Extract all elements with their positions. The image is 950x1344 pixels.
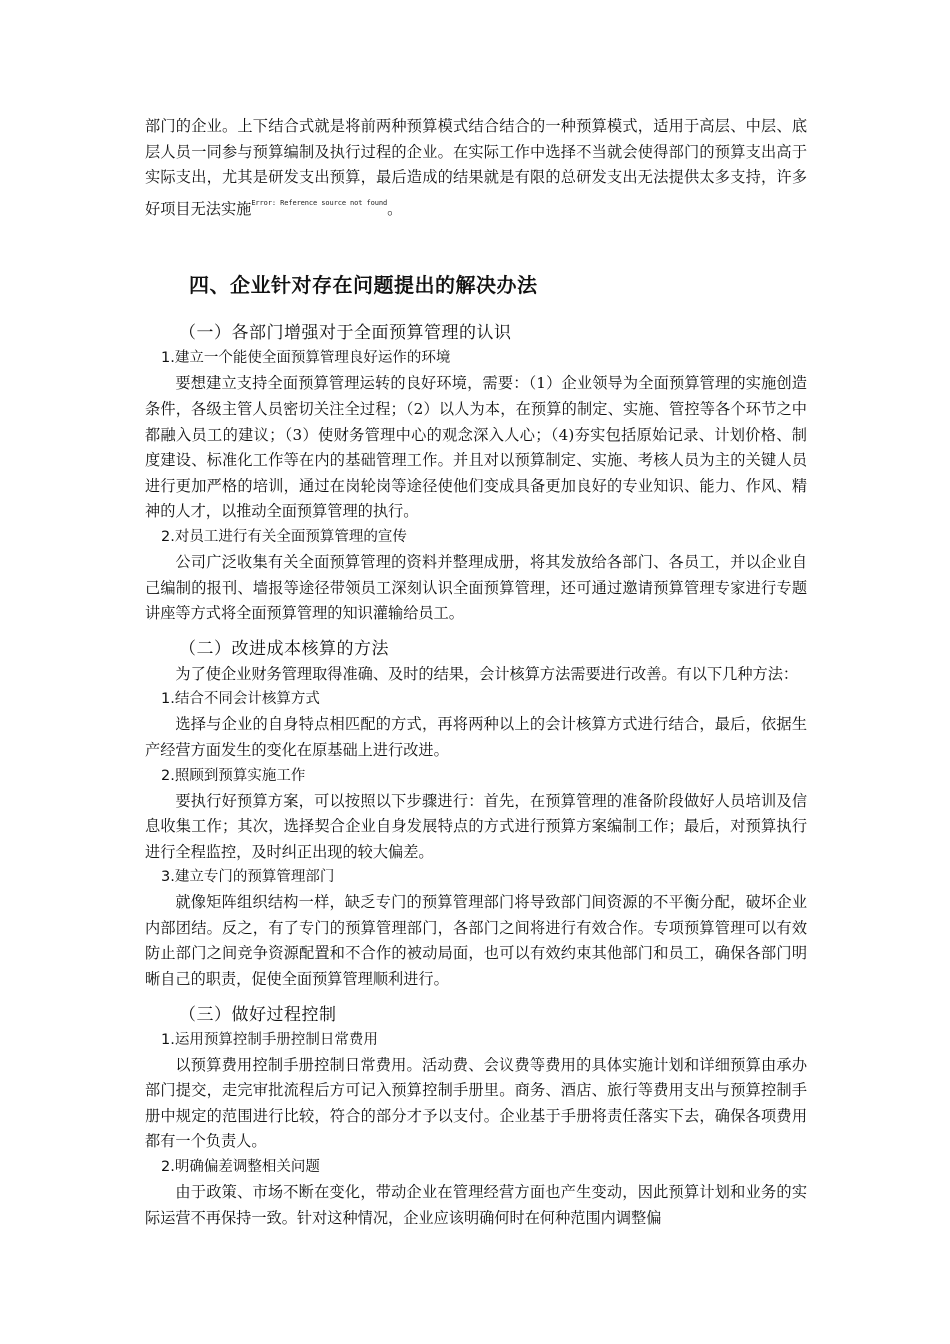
section-1-item-2-text: 公司广泛收集有关全面预算管理的资料并整理成册，将其发放给各部门、各员工，并以企业自己编制的报刊、墙报等途径带领员工深刻认识全面预算管理，还可通过邀请预算管理专家进行专题讲座等方式将全面预算管理的知识灌输给员工。 — [145, 552, 807, 623]
section-1-item-1-title: 1.建立一个能使全面预算管理良好运作的环境 — [161, 350, 451, 367]
document-page — [145, 114, 807, 1231]
section-2-item-3-title: 3.建立专门的预算管理部门 — [161, 869, 335, 886]
section-2-item-3-text: 就像矩阵组织结构一样，缺乏专门的预算管理部门将导致部门间资源的不平衡分配，破坏企业内部团结。反之，有了专门的预算管理部门，各部门之间将进行有效合作。专项预算管理可以有效防止部门之间竞争资源配置和不合作的被动局面，也可以有效约束其他部门和员工，确保各部门明晰自己的职责，促使全面预算管理顺利进行。 — [145, 893, 807, 989]
section-2-item-2-title: 2.照顾到预算实施工作 — [161, 767, 306, 784]
intro-paragraph — [145, 114, 807, 222]
section-2-item-1-title: 1.结合不同会计核算方式 — [161, 691, 320, 708]
section-3-item-2-text: 由于政策、市场不断在变化，带动企业在管理经营方面也产生变动，因此预算计划和业务的实际运营不再保持一致。针对这种情况，企业应该明确何时在何种范围内调整偏 — [145, 1183, 807, 1227]
intro-text: 部门的企业。上下结合式就是将前两种预算模式结合结合的一种预算模式，适用于高层、中层、底层人员一同参与预算编制及执行过程的企业。在实际工作中选择不当就会使得部门的预算支出高于实际支出，尤其是研发支出预算，最后造成的结果就是有限的总研发支出无法提供太多支持，许多好项目无法实施 — [145, 117, 807, 218]
section-3-title: （三）做好过程控制 — [179, 1004, 337, 1025]
section-2-item-2-text: 要执行好预算方案，可以按照以下步骤进行：首先，在预算管理的准备阶段做好人员培训及信息收集工作；其次，选择契合企业自身发展特点的方式进行预算方案编制工作；最后，对预算执行进行全程监控，及时纠正出现的较大偏差。 — [145, 791, 807, 861]
section-3-item-2-title: 2.明确偏差调整相关问题 — [161, 1159, 320, 1176]
section-1-item-1-text: 要想建立支持全面预算管理运转的良好环境，需要：（1）企业领导为全面预算管理的实施创造条件，各级主管人员密切关注全过程；（2）以人为本，在预算的制定、实施、管控等各个环节之中都融入员工的建议；（3）使财务管理中心的观念深入人心；（4)夯实包括原始记录、计划价格、制度建设、标准化工作等在内的基础管理工作。并且对以预算制定、实施、考核人员为主的关键人员进行更加严格的培训，通过在岗轮岗等途径使他们变成具备更加良好的专业知识、能力、作风、精神的人才，以推动全面预算管理的执行。 — [145, 374, 807, 521]
section-3-item-1-title: 1.运用预算控制手册控制日常费用 — [161, 1031, 378, 1048]
section-1-title: （一）各部门增强对于全面预算管理的认识 — [179, 323, 512, 344]
section-2-item-1-text: 选择与企业的自身特点相匹配的方式，再将两种以上的会计核算方式进行结合，最后，依据生产经营方面发生的变化在原基础上进行改进。 — [145, 715, 807, 759]
reference-error: Error: Reference source not found — [251, 198, 388, 207]
section-3-item-1-text: 以预算费用控制手册控制日常费用。活动费、会议费等费用的具体实施计划和详细预算由承办部门提交，走完审批流程后方可记入预算控制手册里。商务、酒店、旅行等费用支出与预算控制手册中规定的范围进行比较，符合的部分才予以支付。企业基于手册将责任落实下去，确保各项费用都有一个负责人。 — [145, 1055, 807, 1151]
chapter-title: 四、企业针对存在问题提出的解决办法 — [189, 273, 538, 298]
section-2-intro: 为了使企业财务管理取得准确、及时的结果，会计核算方法需要进行改善。有以下几种方法： — [175, 664, 799, 683]
section-2-title: （二）改进成本核算的方法 — [179, 638, 389, 659]
intro-end: 。 — [387, 199, 403, 218]
section-1-item-2-title: 2.对员工进行有关全面预算管理的宣传 — [161, 528, 407, 545]
